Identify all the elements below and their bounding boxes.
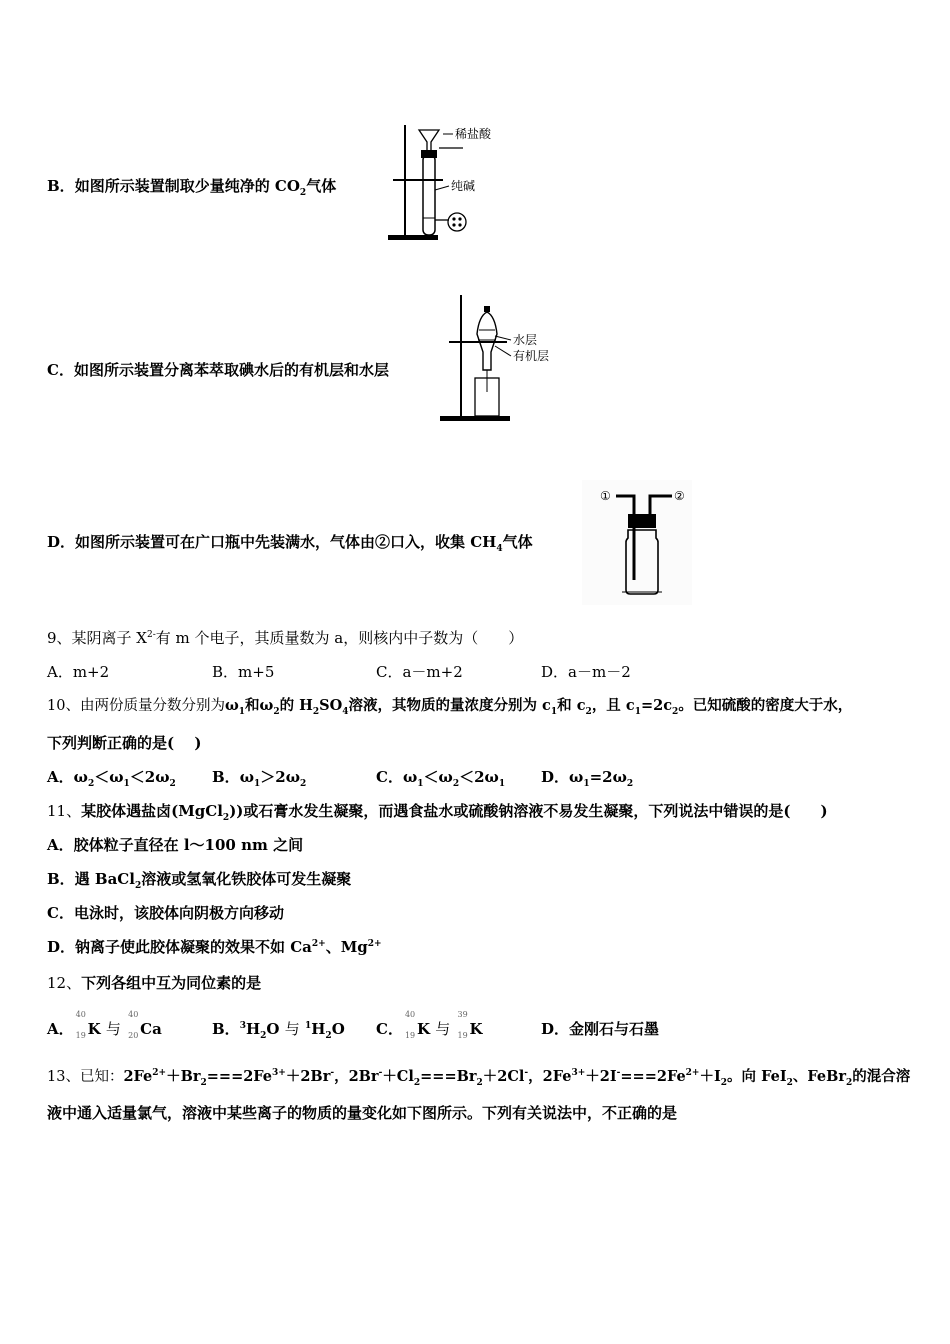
label-water-layer: 水层 xyxy=(513,333,538,347)
q10-option-a: A．$\omega_2<\omega_1<2\omega_2$ xyxy=(47,768,176,789)
label-organic-layer: 有机层 xyxy=(513,349,550,363)
q8-option-d: D．如图所示装置可在广口瓶中先装满水，气体由②口入，收集 $CH_4$气体 xyxy=(47,533,533,554)
q8-option-b: B．如图所示装置制取少量纯净的 $CO_2$气体 xyxy=(47,177,337,198)
q12-option-d: D．金刚石与石墨 xyxy=(541,1020,660,1038)
label-dilute-hcl: 稀盐酸 xyxy=(455,127,492,141)
q11-option-b: B．遇 BaCl$_2$溶液或氢氧化铁胶体可发生凝聚 xyxy=(47,870,352,891)
label-soda-ash: 纯碱 xyxy=(451,179,476,193)
q10-stem-line2: 下列判断正确的是( ) xyxy=(47,734,202,752)
gas-bottle-figure xyxy=(582,480,692,605)
port-2-label: ② xyxy=(674,489,685,503)
q10-option-c: C．$\omega_1<\omega_2<2\omega_1$ xyxy=(376,768,506,789)
q12-option-b: B．$^3H_2O$ 与 $^1H_2O$ xyxy=(212,1020,345,1041)
q10-stem-line1: 10、由两份质量分数分别为$\omega_1$和$\omega_2$的 $H_2SO_4$溶液，其物质的量浓度分别为 $c_1$和 $c_2$，且 $c_1=2c_2$。已知硫酸的密度大于水， xyxy=(47,697,853,717)
q13-stem-line1: 13、已知：$2Fe^{2+}+Br_2===2Fe^{3+}+2Br^-$，$2Br^-+Cl_2===Br_2+2Cl^-$，$2Fe^{3+}+2I^-===2Fe^{2+}+I_2$。向 FeI$_2$、FeBr$_2$的混合溶 xyxy=(47,1068,911,1088)
q12-option-c: C． 40 19 K 与 39 19 K xyxy=(376,1010,483,1040)
q12-stem: 12、下列各组中互为同位素的是 xyxy=(47,974,262,992)
q9-option-b: B．m+5 xyxy=(212,663,275,681)
q9-option-a: A．m+2 xyxy=(47,663,110,681)
port-1-label: ① xyxy=(600,489,611,503)
q9-option-c: C．a－m+2 xyxy=(376,663,463,681)
q11-option-a: A．胶体粒子直径在 l～100 nm 之间 xyxy=(47,836,304,854)
q11-option-d: D．钠离子使此胶体凝聚的效果不如 $Ca^{2+}$、$Mg^{2+}$ xyxy=(47,938,382,956)
q13-stem-line2: 液中通入适量氯气，溶液中某些离子的物质的量变化如下图所示。下列有关说法中，不正确的是 xyxy=(47,1104,678,1122)
co2-apparatus-figure xyxy=(383,120,513,245)
q12-option-a: A． 40 19 K 与 40 20 Ca xyxy=(47,1010,162,1040)
q10-option-b: B．$\omega_1>2\omega_2$ xyxy=(212,768,307,789)
q11-stem: 11、某胶体遇盐卤(MgCl$_2$))或石膏水发生凝聚，而遇食盐水或硫酸钠溶液不易发生凝聚，下列说法中错误的是( ) xyxy=(47,802,828,823)
separatory-funnel-figure xyxy=(437,292,567,427)
q9-stem: 9、某阴离子 $X^{2-}$有 m 个电子，其质量数为 a，则核内中子数为（ ） xyxy=(47,629,524,647)
q11-option-c: C．电泳时，该胶体向阴极方向移动 xyxy=(47,904,284,922)
q9-option-d: D．a－m－2 xyxy=(541,663,631,681)
q8-option-c: C．如图所示装置分离苯萃取碘水后的有机层和水层 xyxy=(47,361,389,379)
q10-option-d: D．$\omega_1=2\omega_2$ xyxy=(541,768,634,789)
